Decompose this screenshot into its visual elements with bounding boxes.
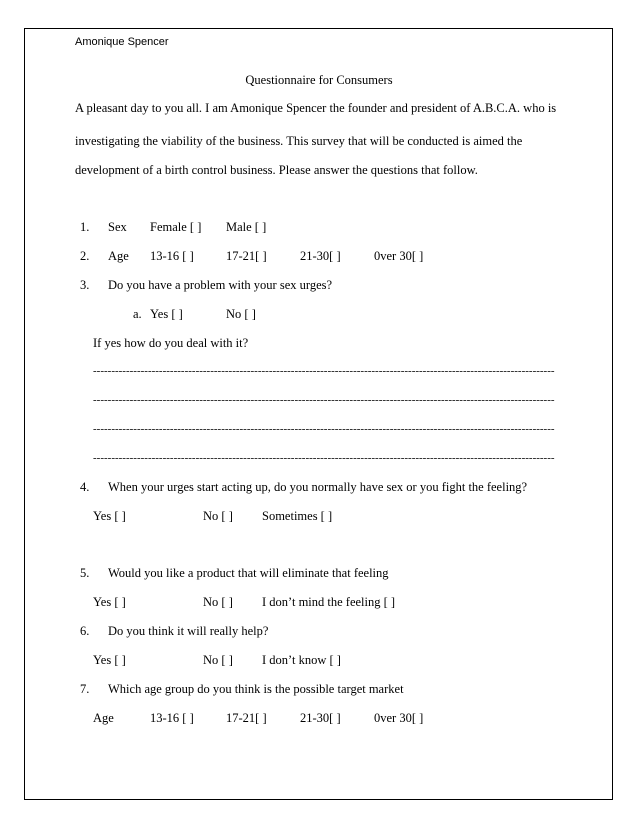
q5-option-no[interactable]: No [ ] xyxy=(203,595,233,609)
q6-option-yes[interactable]: Yes [ ] xyxy=(93,653,126,667)
q4-label: When your urges start acting up, do you normally have sex or you fight the feeling? xyxy=(108,480,528,494)
q2-label: Age xyxy=(108,249,129,263)
q2-number: 2. xyxy=(80,249,90,263)
q5-label: Would you like a product that will eliminate that feeling xyxy=(108,566,389,580)
answer-line-3[interactable]: ------------------------------------------------------------------------------------------------------------------------------ xyxy=(93,423,555,435)
q7-option-13-16[interactable]: 13-16 [ ] xyxy=(150,711,194,725)
answer-line-1[interactable]: ------------------------------------------------------------------------------------------------------------------------------ xyxy=(93,365,555,377)
q3-number: 3. xyxy=(80,278,90,292)
q1-number: 1. xyxy=(80,220,90,234)
intro-line-3: development of a birth control business. Please answer the questions that follow. xyxy=(75,163,478,177)
q6-option-no[interactable]: No [ ] xyxy=(203,653,233,667)
answer-line-2[interactable]: ------------------------------------------------------------------------------------------------------------------------------ xyxy=(93,394,555,406)
q3-follow-up: If yes how do you deal with it? xyxy=(93,336,249,350)
page-title: Questionnaire for Consumers xyxy=(245,73,393,87)
q2-option-17-21[interactable]: 17-21[ ] xyxy=(226,249,267,263)
q3-label: Do you have a problem with your sex urges? xyxy=(108,278,333,292)
q4-number: 4. xyxy=(80,480,90,494)
q7-number: 7. xyxy=(80,682,90,696)
q7-option-17-21[interactable]: 17-21[ ] xyxy=(226,711,267,725)
q2-option-21-30[interactable]: 21-30[ ] xyxy=(300,249,341,263)
q7-option-over-30[interactable]: 0ver 30[ ] xyxy=(374,711,424,725)
q4-option-no[interactable]: No [ ] xyxy=(203,509,233,523)
q2-option-over-30[interactable]: 0ver 30[ ] xyxy=(374,249,424,263)
q5-number: 5. xyxy=(80,566,90,580)
q5-option-yes[interactable]: Yes [ ] xyxy=(93,595,126,609)
header-author: Amonique Spencer xyxy=(75,36,169,48)
q3-option-yes[interactable]: Yes [ ] xyxy=(150,307,183,321)
q7-age-label: Age xyxy=(93,711,114,725)
q3-option-no[interactable]: No [ ] xyxy=(226,307,256,321)
q6-label: Do you think it will really help? xyxy=(108,624,269,638)
q1-option-male[interactable]: Male [ ] xyxy=(226,220,267,234)
q6-number: 6. xyxy=(80,624,90,638)
q7-label: Which age group do you think is the possible target market xyxy=(108,682,404,696)
q1-option-female[interactable]: Female [ ] xyxy=(150,220,202,234)
q7-option-21-30[interactable]: 21-30[ ] xyxy=(300,711,341,725)
q6-option-dont-know[interactable]: I don’t know [ ] xyxy=(262,653,341,667)
q4-option-sometimes[interactable]: Sometimes [ ] xyxy=(262,509,333,523)
intro-line-1: A pleasant day to you all. I am Amonique Spencer the founder and president of A.B.C.A. who is xyxy=(75,101,557,115)
q4-option-yes[interactable]: Yes [ ] xyxy=(93,509,126,523)
q2-option-13-16[interactable]: 13-16 [ ] xyxy=(150,249,194,263)
intro-line-2: investigating the viability of the business. This survey that will be conducted is aimed the xyxy=(75,134,523,148)
q3-sub-letter: a. xyxy=(133,307,142,321)
q1-label: Sex xyxy=(108,220,127,234)
answer-line-4[interactable]: ------------------------------------------------------------------------------------------------------------------------------ xyxy=(93,452,555,464)
q5-option-dont-mind[interactable]: I don’t mind the feeling [ ] xyxy=(262,595,396,609)
